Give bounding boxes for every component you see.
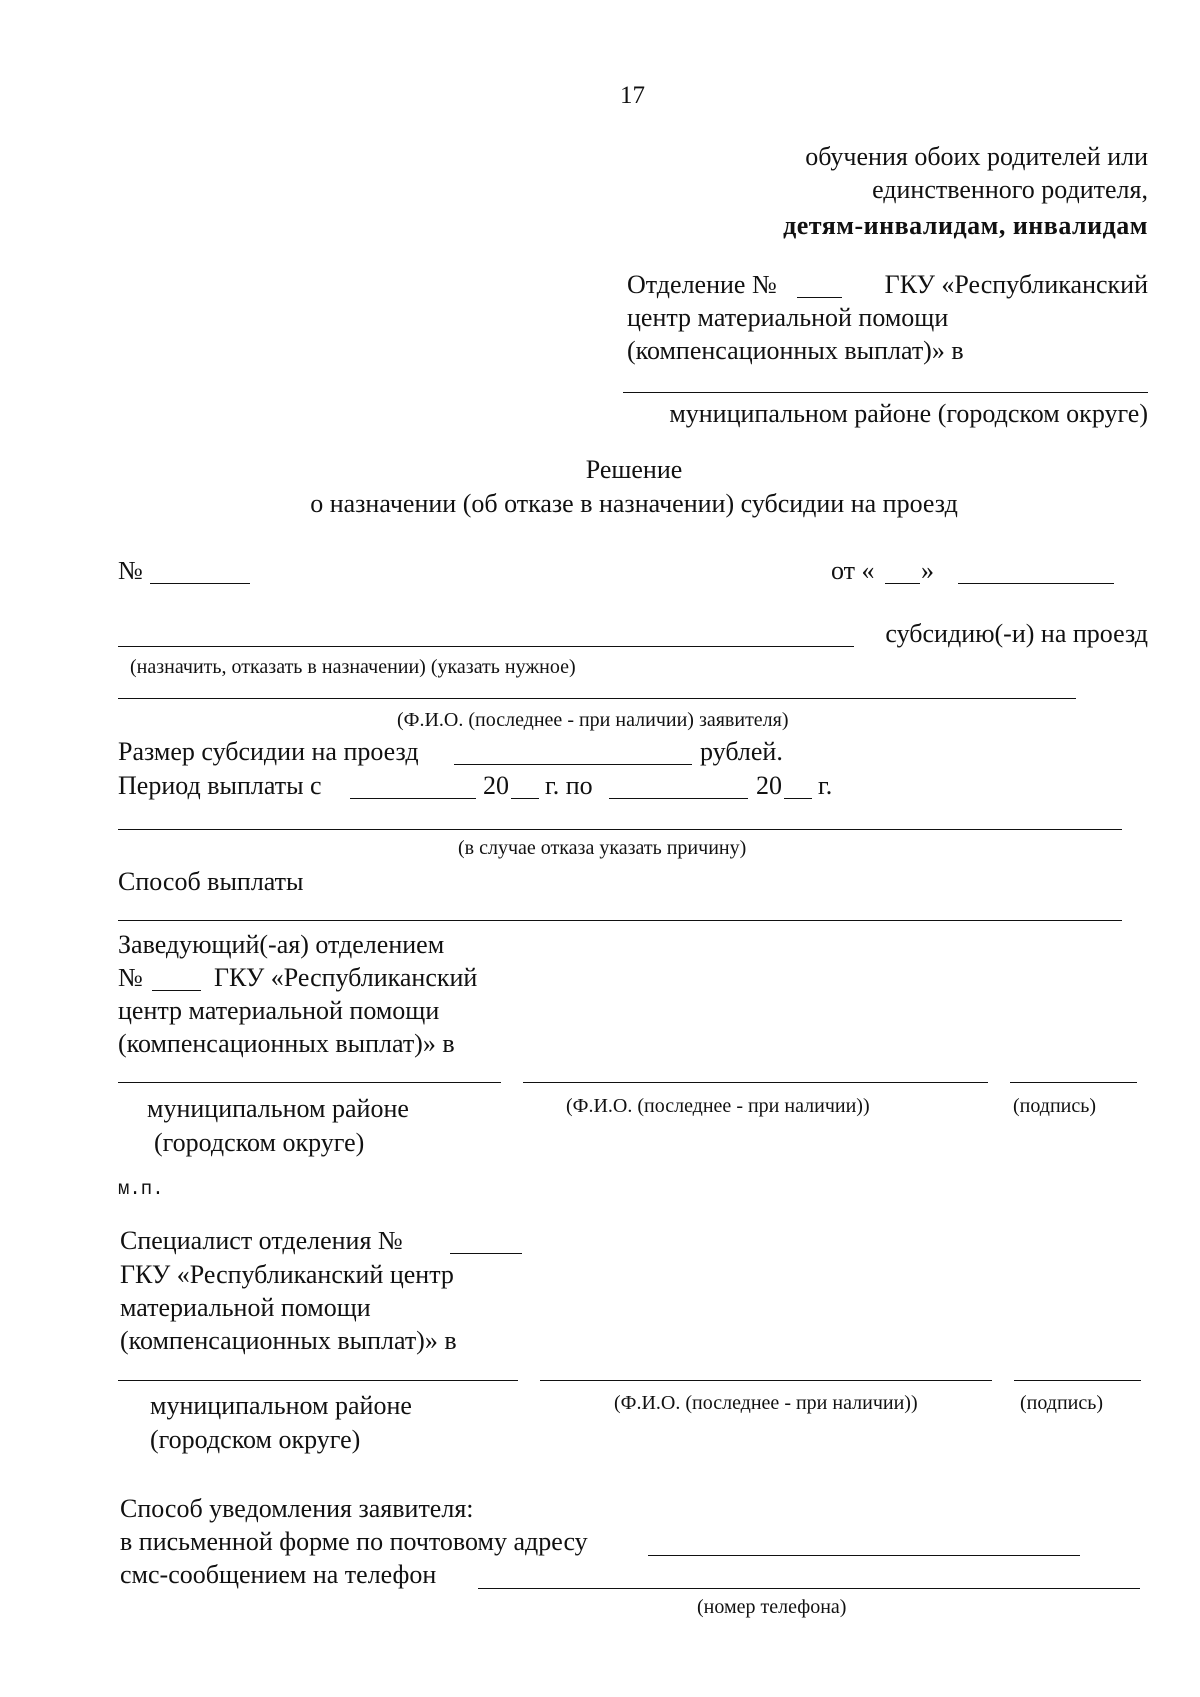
head-line-4: (компенсационных выплат)» в [118, 1029, 455, 1058]
decision-hint: (назначить, отказать в назначении) (указать нужное) [130, 656, 576, 678]
department-label: Отделение № [627, 270, 777, 299]
notify-mail-label: в письменной форме по почтовому адресу [120, 1527, 588, 1556]
period-start-year-field[interactable] [511, 798, 539, 799]
period-end-text: г. [818, 771, 833, 800]
municipality-field[interactable] [623, 392, 1148, 393]
subsidy-label: субсидию(-и) на проезд [885, 619, 1148, 648]
specialist-line-6: (городском округе) [150, 1425, 361, 1454]
header-line-3: детям-инвалидам, инвалидам [783, 211, 1148, 240]
head-signature-hint: (подпись) [1013, 1095, 1097, 1117]
head-line-2-number: № [118, 963, 143, 992]
head-signature-field[interactable] [1010, 1082, 1137, 1083]
specialist-line-2: ГКУ «Республиканский центр [120, 1260, 454, 1289]
head-department-number-field[interactable] [152, 990, 201, 991]
department-line-2: центр материальной помощи [627, 303, 949, 332]
head-line-5: муниципальном районе [147, 1094, 409, 1123]
head-line-6: (городском округе) [154, 1128, 365, 1157]
period-end-field[interactable] [609, 798, 748, 799]
specialist-line-3: материальной помощи [120, 1293, 371, 1322]
reason-hint: (в случае отказа указать причину) [458, 837, 747, 859]
head-name-hint: (Ф.И.О. (последнее - при наличии)) [566, 1095, 870, 1117]
specialist-name-hint: (Ф.И.О. (последнее - при наличии)) [614, 1392, 918, 1414]
document-title: Решение [585, 455, 683, 484]
specialist-signature-field[interactable] [1014, 1380, 1141, 1381]
period-end-year: 20 [756, 771, 782, 800]
stamp-place-label: м.п. [118, 1178, 164, 1200]
period-start-year: 20 [483, 771, 509, 800]
period-label: Период выплаты с [118, 771, 322, 800]
notify-sms-label: смс-сообщением на телефон [120, 1560, 437, 1589]
phone-number-field[interactable] [478, 1588, 1140, 1589]
department-org: ГКУ «Республиканский [884, 270, 1148, 299]
head-line-2-org: ГКУ «Республиканский [214, 963, 478, 992]
amount-label: Размер субсидии на проезд [118, 737, 419, 766]
decision-number-field[interactable] [150, 583, 250, 584]
specialist-signature-hint: (подпись) [1020, 1392, 1104, 1414]
specialist-line-4: (компенсационных выплат)» в [120, 1326, 457, 1355]
department-number-field[interactable] [797, 297, 842, 298]
reason-field[interactable] [118, 829, 1122, 830]
date-day-field[interactable] [885, 583, 920, 584]
specialist-municipality-field[interactable] [118, 1380, 518, 1381]
period-end-year-field[interactable] [784, 798, 812, 799]
notify-title: Способ уведомления заявителя: [120, 1494, 474, 1523]
date-label: от « [831, 556, 875, 585]
head-municipality-field[interactable] [118, 1082, 501, 1083]
page-number: 17 [620, 82, 645, 109]
date-close-quote: » [921, 556, 934, 585]
payment-method-label: Способ выплаты [118, 867, 304, 896]
decision-number-label: № [118, 556, 143, 585]
header-line-1: обучения обоих родителей или [805, 142, 1148, 171]
decision-field[interactable] [118, 646, 854, 647]
amount-field[interactable] [454, 764, 692, 765]
specialist-name-field[interactable] [540, 1380, 992, 1381]
payment-method-field[interactable] [118, 920, 1122, 921]
department-line-4: муниципальном районе (городском округе) [669, 399, 1148, 428]
phone-number-hint: (номер телефона) [697, 1596, 847, 1618]
department-line-3: (компенсационных выплат)» в [627, 336, 964, 365]
postal-address-field[interactable] [648, 1555, 1080, 1556]
header-line-2: единственного родителя, [872, 175, 1148, 204]
date-month-year-field[interactable] [958, 583, 1114, 584]
period-middle-text: г. по [545, 771, 593, 800]
head-line-1: Заведующий(-ая) отделением [118, 930, 445, 959]
specialist-department-number-field[interactable] [450, 1253, 522, 1254]
applicant-name-hint: (Ф.И.О. (последнее - при наличии) заявителя) [397, 709, 789, 731]
head-line-3: центр материальной помощи [118, 996, 440, 1025]
specialist-line-5: муниципальном районе [150, 1391, 412, 1420]
document-subtitle: о назначении (об отказе в назначении) субсидии на проезд [310, 489, 958, 518]
head-name-field[interactable] [523, 1082, 988, 1083]
amount-unit: рублей. [700, 737, 783, 766]
period-start-field[interactable] [350, 798, 476, 799]
specialist-line-1: Специалист отделения № [120, 1226, 403, 1255]
applicant-name-field[interactable] [118, 698, 1076, 699]
